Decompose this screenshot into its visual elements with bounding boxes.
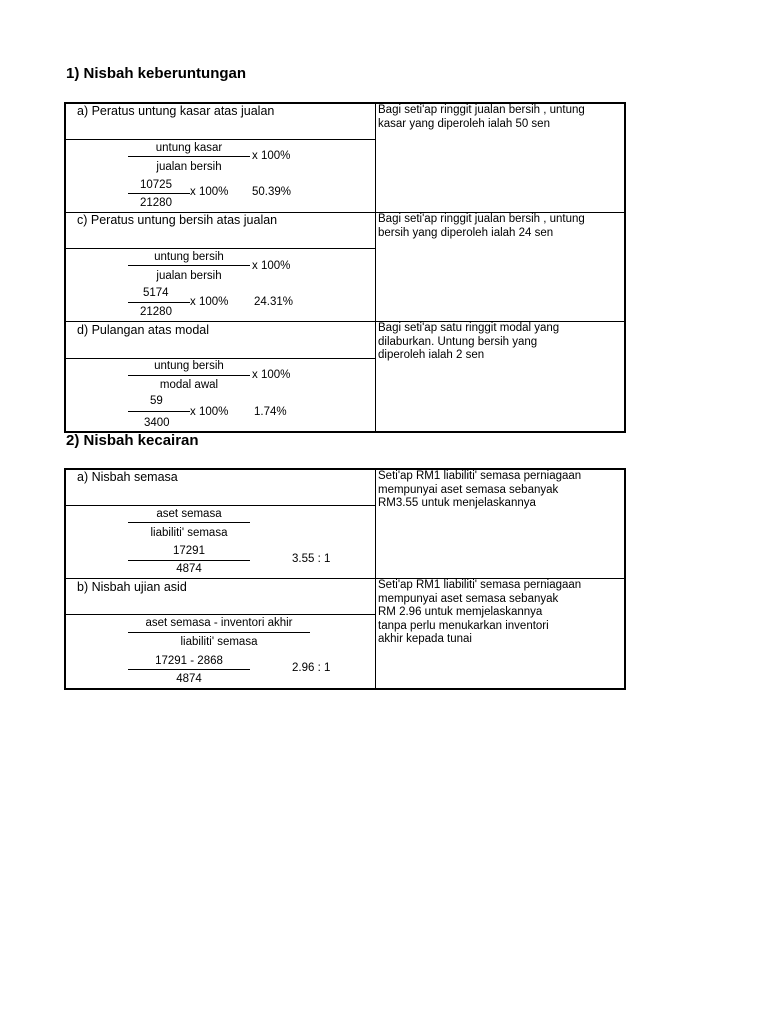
calc-numerator: 10725 (140, 179, 172, 191)
result-value: 1.74% (254, 406, 287, 418)
fraction-bar (128, 156, 250, 157)
column-divider (375, 103, 376, 432)
multiplier: x 100% (252, 260, 291, 272)
calc-numerator: 17291 - 2868 (155, 655, 223, 667)
calc-denominator: 21280 (140, 197, 172, 209)
calc-denominator: 4874 (176, 563, 202, 575)
calc-denominator: 4874 (176, 673, 202, 685)
explanation-text: Bagi seti'ap satu ringgit modal yang dilaburkan. Untung bersih yang diperoleh ialah 2 sen (378, 322, 560, 361)
multiplier: x 100% (252, 150, 291, 162)
calc-numerator: 5174 (143, 287, 169, 299)
formula-numerator: untung kasar (155, 142, 223, 154)
formula-numerator: untung bersih (154, 251, 224, 263)
row-divider (65, 614, 375, 615)
result-value: 24.31% (254, 296, 294, 308)
formula-denominator: liabiliti' semasa (180, 636, 258, 648)
formula-numerator: aset semasa - inventori akhir (145, 617, 293, 629)
calc-denominator: 21280 (140, 306, 172, 318)
formula-denominator: modal awal (159, 379, 219, 391)
ratio-label: a) Nisbah semasa (77, 470, 178, 484)
ratio-label: d) Pulangan atas modal (77, 323, 210, 337)
fraction-bar (128, 302, 190, 303)
fraction-bar (128, 669, 250, 670)
multiplier: x 100% (190, 406, 229, 418)
fraction-bar (128, 375, 250, 376)
multiplier: x 100% (190, 296, 229, 308)
ratio-label: b) Nisbah ujian asid (77, 580, 187, 594)
row-divider (65, 358, 375, 359)
fraction-bar (128, 522, 250, 523)
result-value: 3.55 : 1 (292, 553, 331, 565)
column-divider (375, 469, 376, 689)
result-value: 2.96 : 1 (292, 662, 331, 674)
fraction-bar (128, 193, 190, 194)
calc-numerator: 59 (150, 395, 163, 407)
explanation-text: Seti'ap RM1 liabiliti' semasa perniagaan mempunyai aset semasa sebanyak RM 2.96 untuk memjelaskannya tanpa perlu menukarkan inventori akhir kepada tunai (378, 579, 582, 645)
section-1-title: 1) Nisbah keberuntungan (66, 65, 247, 82)
row-divider (65, 248, 375, 249)
explanation-text: Bagi seti'ap ringgit jualan bersih , untung kasar yang diperoleh ialah 50 sen (378, 104, 585, 130)
multiplier: x 100% (252, 369, 291, 381)
multiplier: x 100% (190, 186, 229, 198)
formula-numerator: untung bersih (154, 360, 224, 372)
formula-numerator: aset semasa (156, 508, 222, 520)
calc-numerator: 17291 (173, 545, 205, 557)
calc-denominator: 3400 (144, 417, 170, 429)
formula-denominator: jualan bersih (156, 161, 222, 173)
ratio-label: a) Peratus untung kasar atas jualan (77, 104, 275, 118)
fraction-bar (128, 560, 250, 561)
formula-denominator: jualan bersih (156, 270, 222, 282)
section-2-title: 2) Nisbah kecairan (66, 432, 199, 449)
result-value: 50.39% (252, 186, 292, 198)
ratio-label: c) Peratus untung bersih atas jualan (77, 213, 278, 227)
fraction-bar (128, 411, 190, 412)
fraction-bar (128, 265, 250, 266)
explanation-text: Seti'ap RM1 liabiliti' semasa perniagaan mempunyai aset semasa sebanyak RM3.55 untuk menjelaskannya (378, 470, 582, 509)
explanation-text: Bagi seti'ap ringgit jualan bersih , untung bersih yang diperoleh ialah 24 sen (378, 213, 585, 239)
fraction-bar (128, 632, 310, 633)
formula-denominator: liabiliti' semasa (150, 527, 228, 539)
row-divider (65, 139, 375, 140)
row-divider (65, 505, 375, 506)
